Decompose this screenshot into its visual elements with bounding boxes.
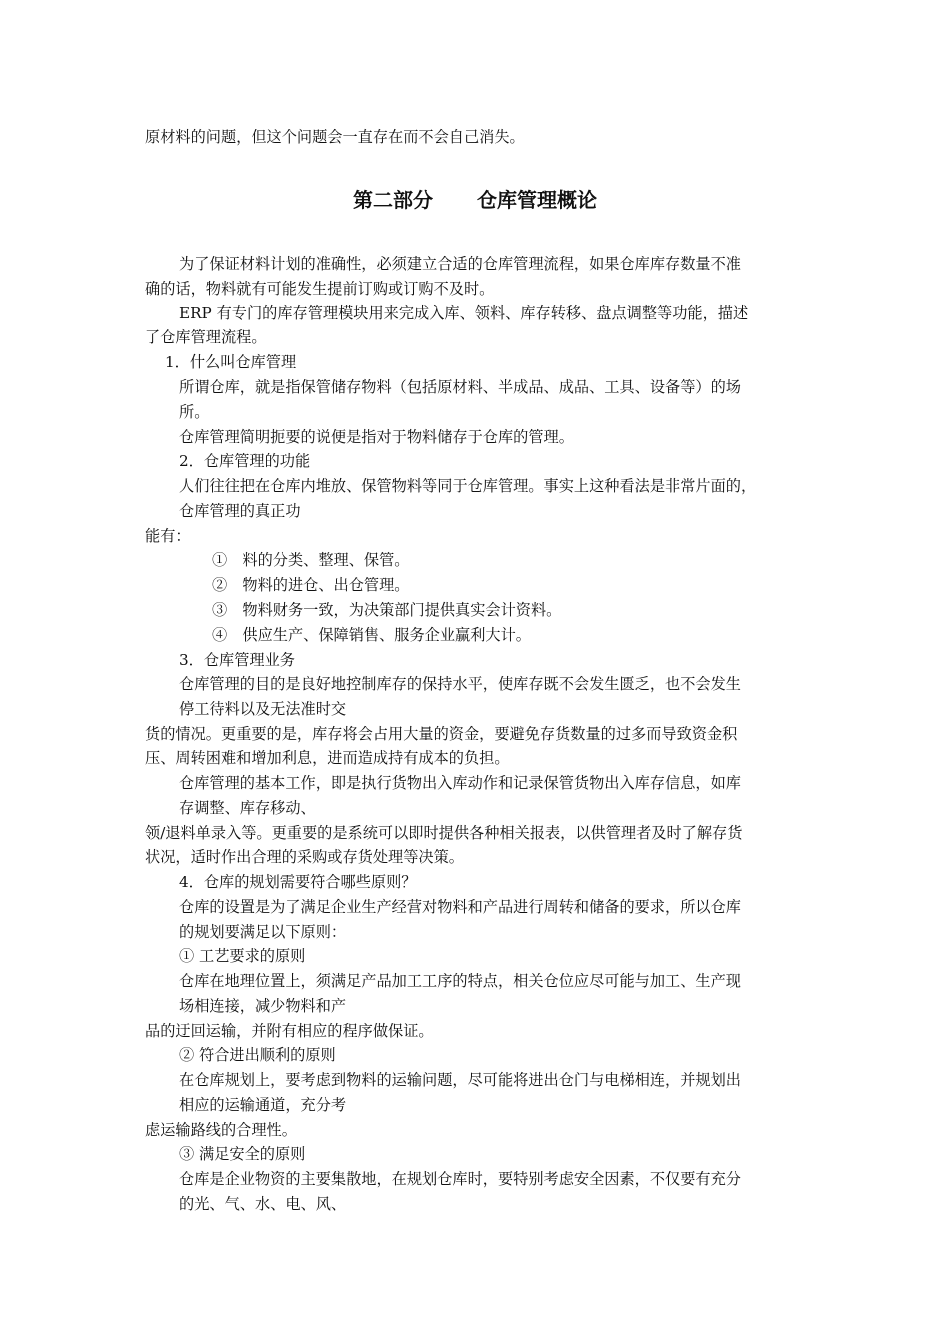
section-title [0,186,950,214]
text-line: 所。 [179,403,210,421]
text-line: 仓库的设置是为了满足企业生产经营对物料和产品进行周转和储备的要求，所以仓库 [179,898,741,916]
text-line: 仓库管理的基本工作，即是执行货物出入库动作和记录保管货物出入库存信息，如库 [179,774,741,792]
text-line: 确的话，物料就有可能发生提前订购或订购不及时。 [145,280,495,298]
list-heading: 3．仓库管理业务 [179,651,295,669]
list-heading: 2．仓库管理的功能 [179,452,311,470]
text-line: 的光、气、水、电、风、 [179,1195,347,1213]
text-line: 原材料的问题，但这个问题会一直存在而不会自己消失。 [145,128,525,146]
text-line: 仓库是企业物资的主要集散地，在规划仓库时，要特别考虑安全因素，不仅要有充分 [179,1170,741,1188]
text-line: 虑运输路线的合理性。 [145,1121,297,1139]
text-line: ERP 有专门的库存管理模块用来完成入库、领料、库存转移、盘点调整等功能，描述 [179,304,749,322]
text-line: 的规划要满足以下原则： [179,923,347,941]
text-line: 品的迂回运输，并附有相应的程序做保证。 [145,1022,434,1040]
list-item: ② 符合进出顺利的原则 [179,1046,336,1064]
text-line: 仓库管理简明扼要的说便是指对于物料储存于仓库的管理。 [179,428,574,446]
section-title-text: 仓库管理概论 [477,188,597,212]
text-line: 仓库管理的真正功 [179,502,301,520]
text-line: 了仓库管理流程。 [145,328,267,346]
text-line: 领/退料单录入等。更重要的是系统可以即时提供各种相关报表，以供管理者及时了解存货 [145,824,743,842]
list-item: ② 物料的进仓、出仓管理。 [212,576,410,594]
text-line: 所谓仓库，就是指保管储存物料（包括原材料、半成品、成品、工具、设备等）的场 [179,378,741,396]
section-title-part: 第二部分 [353,188,433,212]
list-item: ③ 物料财务一致，为决策部门提供真实会计资料。 [212,601,562,619]
text-line: 货的情况。更重要的是，库存将会占用大量的资金，要避免存货数量的过多而导致资金积 [145,725,738,743]
text-line: 为了保证材料计划的准确性，必须建立合适的仓库管理流程，如果仓库库存数量不准 [179,255,741,273]
text-line: 存调整、库存移动、 [179,799,316,817]
list-item: ③ 满足安全的原则 [179,1145,306,1163]
text-line: 场相连接，减少物料和产 [179,997,347,1015]
text-line: 相应的运输通道，充分考 [179,1096,347,1114]
list-heading: 1．什么叫仓库管理 [165,353,297,371]
text-line: 在仓库规划上，要考虑到物料的运输问题，尽可能将进出仓门与电梯相连，并规划出 [179,1071,741,1089]
text-line: 状况，适时作出合理的采购或存货处理等决策。 [145,848,464,866]
text-line: 仓库在地理位置上，须满足产品加工工序的特点，相关仓位应尽可能与加工、生产现 [179,972,741,990]
text-line: 停工待料以及无法准时交 [179,700,347,718]
list-heading: 4．仓库的规划需要符合哪些原则？ [179,873,417,891]
list-item: ④ 供应生产、保障销售、服务企业赢利大计。 [212,626,531,644]
text-line: 能有： [145,527,191,545]
text-line: 仓库管理的目的是良好地控制库存的保持水平，使库存既不会发生匮乏，也不会发生 [179,675,741,693]
text-line: 人们往往把在仓库内堆放、保管物料等同于仓库管理。事实上这种看法是非常片面的， [179,477,757,495]
list-item: ① 料的分类、整理、保管。 [212,551,410,569]
text-line: 压、周转困难和增加利息，进而造成持有成本的负担。 [145,749,510,767]
list-item: ① 工艺要求的原则 [179,947,306,965]
